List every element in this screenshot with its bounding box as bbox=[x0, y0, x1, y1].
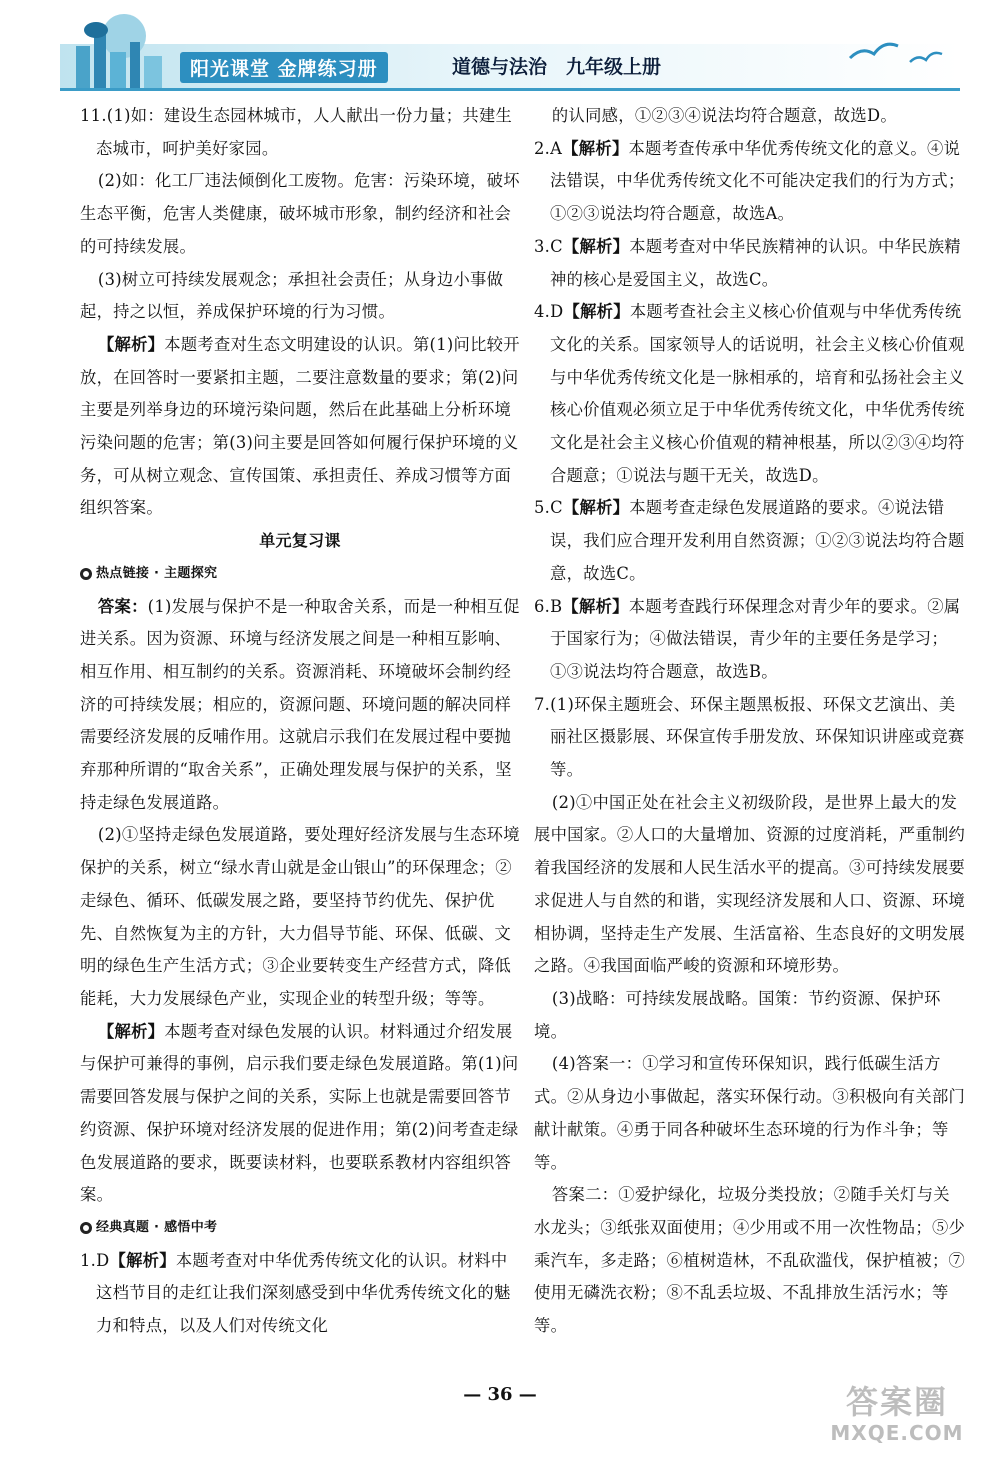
analysis-11 bbox=[80, 329, 520, 525]
watermark-text: 答案圈 bbox=[845, 1383, 948, 1421]
section-label: 经典真题 · 感悟中考 bbox=[96, 1219, 218, 1235]
exam-answer-7-part2: (2)①中国正处在社会主义初级阶段，是世界上最大的发展中国家。②人口的大量增加、资源的过度消耗，严重制约着我国经济的发展和人民生活水平的提高。③可持续发展要求促进人与自然的和谐，实现经济发展和人口、资源、环境相协调，坚持走生产发展、生活富裕、生态良好的文明发展之路。④我国面临严峻的资源和环境形势。 bbox=[534, 792, 966, 976]
analysis-tag: 【解析】 bbox=[562, 236, 630, 256]
section-bullet-icon bbox=[80, 568, 92, 580]
unit-review-title: 单元复习课 bbox=[259, 531, 341, 551]
watermark-logo bbox=[822, 1383, 972, 1455]
exam-answer-6 bbox=[534, 591, 966, 689]
answer-number: 2.A bbox=[534, 138, 563, 158]
analysis-text: 本题考查践行环保理念对青少年的要求。②属于国家行为；④做法错误，青少年的主要任务是学习；①③说法均符合题意，故选B。 bbox=[550, 596, 961, 681]
answer-number: 3.C bbox=[534, 236, 563, 256]
analysis-tag: 【解析】 bbox=[97, 334, 165, 354]
analysis-tag: 【解析】 bbox=[563, 302, 630, 322]
exam-answer-3 bbox=[534, 231, 966, 296]
watermark-url: MXQE.COM bbox=[830, 1421, 964, 1445]
analysis-text: 本题考查对绿色发展的认识。材料通过介绍发展与保护可兼得的事例，启示我们要走绿色发展道路。第(1)问需要回答发展与保护之间的关系，实际上也就是需要回答节约资源、保护环境对经济发展的促进作用；第(2)问考查走绿色发展道路的要求，既要读材料，也要联系教材内容组织答案。 bbox=[80, 1021, 519, 1205]
right-column bbox=[534, 100, 966, 1343]
answer-text: (1)发展与保护不是一种取舍关系，而是一种相互促进关系。因为资源、环境与经济发展之间是一种相互影响、相互作用、相互制约的关系。资源消耗、环境破坏会制约经济的可持续发展；相应的，资源问题、环境问题的解决同样需要经济发展的反哺作用。这就启示我们在发展过程中要抛弃那种所谓的“取舍关系”，正确处理发展与保护的关系，坚持走绿色发展道路。 bbox=[80, 596, 520, 812]
analysis-text: 本题考查对中华优秀传统文化的认识。材料中这档节目的走红让我们深刻感受到中华优秀传统文化的魅力和特点，以及人们对传统文化 bbox=[96, 1250, 511, 1336]
section-label: 热点链接 · 主题探究 bbox=[96, 565, 218, 581]
section-hot-topics bbox=[80, 558, 520, 591]
analysis-text: 本题考查传承中华优秀传统文化的意义。④说法错误，中华优秀传统文化不可能决定我们的行为方式；①②③说法均符合题意，故选A。 bbox=[550, 138, 965, 224]
section-bullet-icon bbox=[80, 1222, 92, 1234]
analysis-tag: 【解析】 bbox=[97, 1021, 165, 1041]
exam-answer-7-part4: (4)答案一：①学习和宣传环保知识，践行低碳生活方式。②从身边小事做起，落实环保行动。③积极向有关部门献计献策。④勇于同各种破坏生态环境的行为作斗争；等等。 bbox=[534, 1054, 966, 1172]
answer-11-part1: 11.(1)如：建设生态园林城市，人人献出一份力量；共建生态城市，呵护美好家园。 bbox=[80, 106, 513, 158]
analysis-tag: 【解析】 bbox=[562, 138, 629, 158]
analysis-tag: 【解析】 bbox=[562, 498, 630, 518]
exam-answer-5 bbox=[534, 492, 966, 590]
analysis-tag: 【解析】 bbox=[109, 1250, 176, 1270]
left-column bbox=[80, 100, 520, 1343]
exam-answer-2 bbox=[534, 133, 966, 231]
answer-topic-part1 bbox=[80, 591, 520, 820]
answer-number: 5.C bbox=[534, 498, 563, 518]
analysis-tag: 【解析】 bbox=[562, 596, 629, 616]
brand-title: 阳光课堂 金牌练习册 bbox=[180, 52, 388, 83]
exam-answer-1 bbox=[80, 1245, 520, 1343]
exam-answer-1-continued: 的认同感，①②③④说法均符合题意，故选D。 bbox=[551, 106, 897, 125]
exam-answer-7-part3: (3)战略：可持续发展战略。国策：节约资源、保护环境。 bbox=[534, 988, 941, 1041]
section-exam-questions bbox=[80, 1212, 520, 1245]
exam-answer-7-part5: 答案二：①爱护绿化，垃圾分类投放；②随手关灯与关水龙头；③纸张双面使用；④少用或不用一次性物品；⑤少乘汽车，多走路；⑥植树造林，不乱砍滥伐，保护植被；⑦使用无磷洗衣粉；⑧不乱丢垃圾、不乱排放生活污水；等等。 bbox=[534, 1185, 966, 1336]
exam-answer-4 bbox=[534, 296, 966, 492]
page-header bbox=[60, 8, 960, 90]
birds-icon bbox=[840, 32, 950, 72]
analysis-text: 本题考查社会主义核心价值观与中华优秀传统文化的关系。国家领导人的话说明，社会主义核心价值观与中华优秀传统文化是一脉相承的，培育和弘扬社会主义核心价值观必须立足于中华优秀传统文化，中华优秀传统文化是社会主义核心价值观的精神根基，所以②③④均符合题意；①说法与题干无关，故选D。 bbox=[550, 302, 965, 485]
analysis-text: 本题考查对生态文明建设的认识。第(1)问比较开放，在回答时一要紧扣主题，二要注意数量的要求；第(2)问主要是列举身边的环境污染问题，然后在此基础上分析环境污染问题的危害；第(3)问主要是回答如何履行保护环境的义务，可从树立观念、宣传国策、承担责任、养成习惯等方面组织答案。 bbox=[80, 334, 520, 518]
answer-number: 4.D bbox=[534, 302, 564, 322]
answer-topic-part2: (2)①坚持走绿色发展道路，要处理好经济发展与生态环境保护的关系，树立“绿水青山就是金山银山”的环保理念；②走绿色、循环、低碳发展之路，要坚持节约优先、保护优先、自然恢复为主的方针，大力倡导节能、环保、低碳、文明的绿色生产生活方式；③企业要转变生产经营方式，降低能耗，大力发展绿色产业，实现企业的转型升级；等等。 bbox=[80, 825, 520, 1008]
answer-number: 1.D bbox=[80, 1250, 110, 1270]
analysis-text: 本题考查走绿色发展道路的要求。④说法错误，我们应合理开发利用自然资源；①②③说法均符合题意，故选C。 bbox=[550, 498, 965, 583]
answer-tag: 答案： bbox=[97, 596, 148, 616]
answer-number: 6.B bbox=[534, 596, 563, 616]
analysis-text: 本题考查对中华民族精神的认识。中华民族精神的核心是爱国主义，故选C。 bbox=[550, 236, 961, 289]
analysis-topic bbox=[80, 1016, 520, 1212]
answer-11-part3: (3)树立可持续发展观念；承担社会责任；从身边小事做起，持之以恒，养成保护环境的行为习惯。 bbox=[80, 269, 504, 322]
exam-answer-7-part1: 7.(1)环保主题班会、环保主题黑板报、环保文艺演出、美丽社区摄影展、环保宣传手册发放、环保知识讲座或竞赛等。 bbox=[534, 694, 965, 780]
subject-title: 道德与法治 九年级上册 bbox=[452, 56, 662, 78]
answer-11-part2: (2)如：化工厂违法倾倒化工废物。危害：污染环境，破坏生态平衡，危害人类健康，破坏城市形象，制约经济和社会的可持续发展。 bbox=[80, 171, 520, 256]
page-number: — 36 — bbox=[463, 1384, 537, 1405]
